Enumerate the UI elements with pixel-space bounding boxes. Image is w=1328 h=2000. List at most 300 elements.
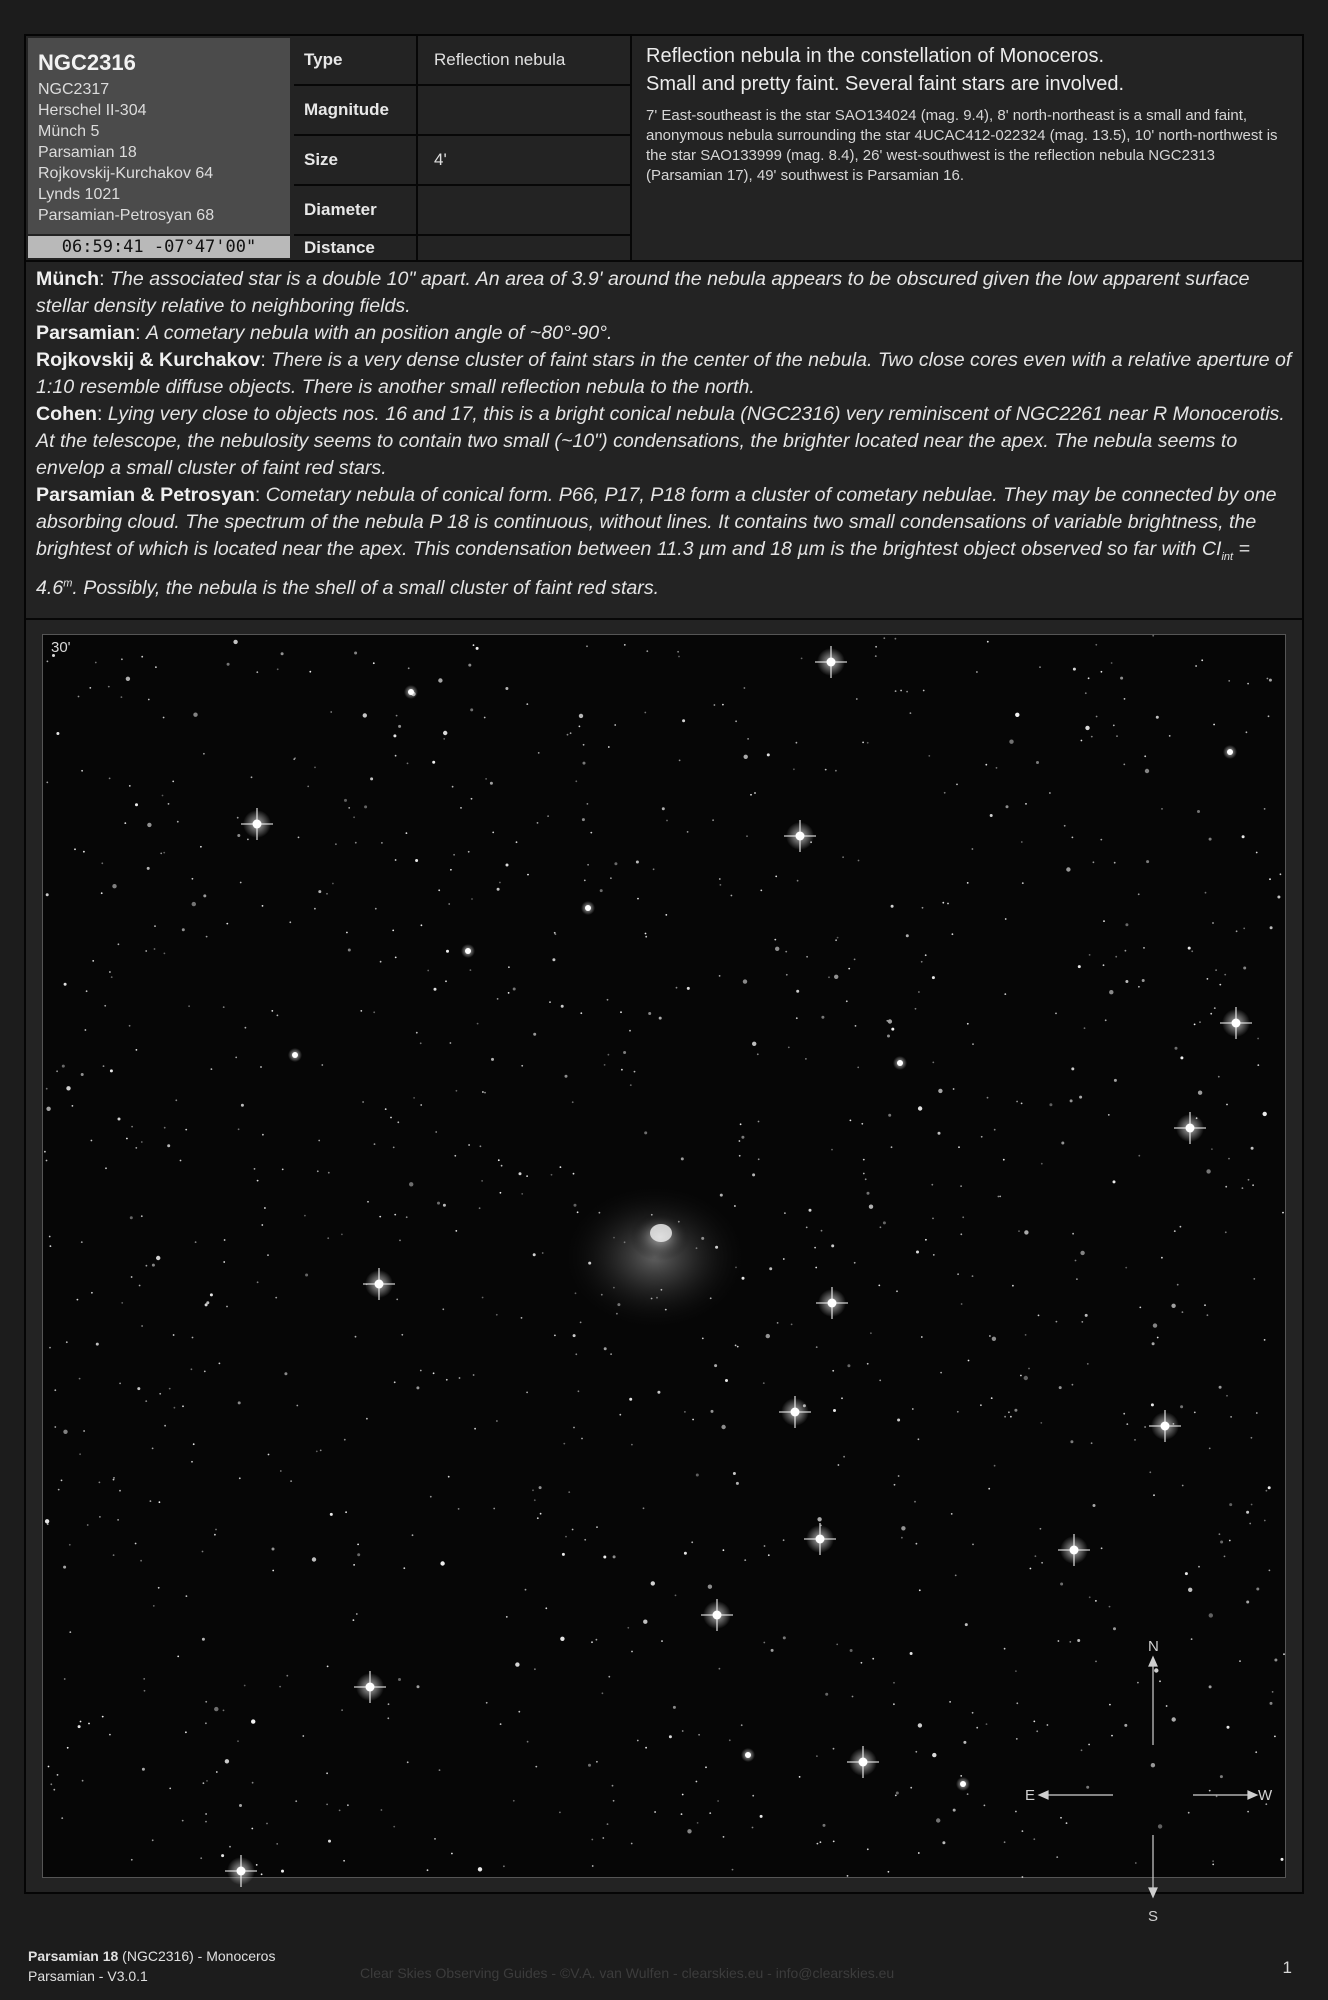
star [669,1735,672,1738]
star [578,1390,580,1392]
star [347,1804,349,1806]
star [720,1194,723,1197]
star [847,1364,850,1367]
star [244,1685,246,1687]
star [289,921,291,923]
star [575,1353,577,1355]
star [891,1028,894,1031]
star [981,1136,983,1138]
star [1055,1013,1057,1015]
star [709,1812,711,1814]
star [1219,1386,1222,1389]
star [631,1843,633,1845]
star [750,794,752,796]
star [614,724,616,726]
star [586,645,588,647]
star [162,795,164,797]
star [326,1772,328,1774]
star [653,868,655,870]
star [1229,1503,1232,1506]
note-text: The associated star is a double 10" apart. An area of 3.9' around the nebula appears to be obscured given the low apparent surface stellar density relative to neighboring fields. [36,268,1250,317]
star [1246,1511,1249,1514]
star [752,1173,755,1176]
note-author: Cohen [36,403,97,425]
star [682,719,685,722]
star [50,1245,52,1247]
star [624,644,626,646]
star [1255,1751,1257,1753]
star [1072,837,1074,839]
star [696,1474,699,1477]
star [1125,980,1128,983]
size-label: Size [294,136,418,184]
star [1246,1601,1249,1604]
star [473,1374,475,1376]
star [215,1529,217,1531]
star [737,1346,739,1348]
star [500,1723,502,1725]
star [348,949,351,952]
star [203,753,205,755]
star [1251,1437,1253,1439]
star [158,1587,160,1589]
star [746,835,748,837]
star [1207,978,1209,980]
star [354,652,357,655]
star [1188,1588,1192,1592]
star [453,854,455,856]
star [932,1753,936,1757]
star [105,1167,107,1169]
star [435,1131,437,1133]
star [420,1104,422,1106]
star [1180,1405,1183,1408]
star [77,1299,79,1301]
star [648,1012,651,1015]
star [47,661,49,663]
star [117,1519,119,1521]
star [604,1064,606,1066]
star [141,1215,143,1217]
star [1194,1412,1196,1414]
star [155,666,157,668]
star [867,742,869,744]
star [214,1534,216,1536]
star [398,725,401,728]
star [110,1069,113,1072]
star [326,893,328,895]
star [78,1725,81,1728]
star [1195,665,1197,667]
star [148,699,150,701]
star [1095,1600,1097,1602]
alias-item: Lynds 1021 [38,186,121,203]
star [121,1302,123,1304]
star [1072,1384,1074,1386]
star [610,1353,612,1355]
star [875,646,877,648]
star [167,1144,170,1147]
star [1219,984,1221,986]
star [1101,1547,1103,1549]
star [482,1091,484,1093]
star [731,895,733,897]
star [83,851,85,853]
star [821,1230,823,1232]
star [865,1178,867,1180]
star [341,1709,343,1711]
star [396,715,398,717]
star [126,1138,128,1140]
star [237,1740,239,1742]
star [257,1281,259,1283]
star [164,953,166,955]
star [332,883,334,885]
star [629,1030,631,1032]
star [1004,1416,1006,1418]
star [1072,1233,1074,1235]
star [580,1322,582,1324]
note-author: Rojkovskij & Kurchakov [36,349,261,371]
star [916,1251,919,1254]
star [631,1444,633,1446]
star [413,1097,415,1099]
star [841,1397,843,1399]
star [1025,803,1027,805]
star [470,969,472,971]
star [732,1869,734,1871]
note-rojkovskij: Rojkovskij & Kurchakov: There is a very dense cluster of faint stars in the center of the nebula. Two close cores even with a relative aperture of 1:10 resemble diffuse objects. There is another small reflection nebula to the north. [36,349,1292,398]
star [150,1500,152,1502]
star [901,1526,905,1530]
star [933,1254,935,1256]
star [406,832,408,834]
star [169,1388,171,1390]
star [227,663,230,666]
star [252,1782,254,1784]
star [108,686,110,688]
star [1153,1323,1157,1327]
star [816,1755,818,1757]
star [596,1639,598,1641]
star [277,668,279,670]
star [1142,979,1145,982]
star [1085,726,1089,730]
star [644,1131,647,1134]
star [381,1809,383,1811]
star [739,1155,741,1157]
star [471,898,473,900]
star [239,1804,242,1807]
star [998,1196,1000,1198]
star [1212,1864,1214,1866]
star [744,687,746,689]
star [681,1157,684,1160]
star [944,792,946,794]
star [922,907,924,909]
star [967,1793,969,1795]
star [1230,1416,1232,1418]
star [537,1517,539,1519]
star [965,1623,968,1626]
star [1228,680,1230,682]
star [387,1717,389,1719]
star [46,893,49,896]
star [89,687,91,689]
star [506,1616,508,1618]
star [696,1781,698,1783]
star [159,1501,161,1503]
star [1270,1702,1273,1705]
footer-credit: Clear Skies Observing Guides - ©V.A. van Wulfen - clearskies.eu - info@clearskies.eu [360,1965,895,1981]
star [344,1439,346,1441]
star [1056,1321,1058,1323]
star [722,704,724,706]
star [895,638,897,640]
star [1248,1179,1250,1181]
star [446,950,449,953]
alias-item: Rojkovskij-Kurchakov 64 [38,165,214,182]
star [1022,882,1024,884]
star [972,1712,974,1714]
star [681,1813,683,1815]
star [135,803,138,806]
star [1177,1284,1179,1286]
star [118,943,120,945]
star [1152,635,1154,637]
star [1020,1375,1022,1377]
star [643,1507,645,1509]
star [256,671,258,673]
star [777,1322,779,1324]
star [1066,867,1070,871]
star [345,1511,347,1513]
star [521,1317,523,1319]
star [439,1769,441,1771]
star [1191,950,1193,952]
star [914,1501,916,1503]
star [565,1536,567,1538]
star [473,644,475,646]
star [262,905,264,907]
star [526,1175,528,1177]
star [825,1693,828,1696]
star [783,1258,785,1260]
star [533,1253,536,1256]
star [64,1678,66,1680]
star [499,882,501,884]
star [592,1865,594,1867]
note-text-part: Cometary nebula of conical form. P66, P17, P18 form a cluster of cometary nebulae. They may be connected by one absorbing cloud. The spectrum of the nebula P 18 is continuous, without lines. It contains two small condensations of variable brightness, the brightest of which is located near the apex. This condensation between 11.3 µm and 18 µm is the brightest object observed so far with CI [36,484,1277,560]
star [1071,1067,1074,1070]
star [79,1453,81,1455]
star [486,1702,488,1704]
star [182,928,185,931]
star [399,1240,401,1242]
star [344,799,347,802]
star [380,961,382,963]
star [552,958,555,961]
star [573,1427,575,1429]
star [1209,1685,1212,1688]
star [82,1780,84,1782]
star [156,1256,160,1260]
star [62,1065,65,1068]
star [999,1196,1001,1198]
star [54,1426,56,1428]
star [482,1297,484,1299]
footer-title-bold: Parsamian 18 [28,1948,119,1964]
star [205,1813,207,1815]
star [493,1508,495,1510]
star [203,894,206,897]
star [326,1804,328,1806]
star [684,1552,687,1555]
star [131,1126,133,1128]
star [66,1086,70,1090]
alias-item: NGC2317 [38,81,110,98]
star [416,1032,418,1034]
star [1008,1411,1010,1413]
star [676,987,678,989]
star [143,1678,145,1680]
star [142,1768,145,1771]
star [1149,1471,1151,1473]
star [1096,716,1098,718]
star [1269,679,1272,682]
star [144,1690,146,1692]
star [823,1824,826,1827]
star [366,1418,368,1420]
note-munch: Münch: The associated star is a double 10" apart. An area of 3.9' around the nebula appears to be obscured given the low apparent surface stellar density relative to neighboring fields. [36,268,1250,317]
star [1028,1368,1030,1370]
star [1264,1339,1266,1341]
star [206,936,208,938]
star [185,1731,187,1733]
star [501,1165,503,1167]
star [932,976,935,979]
description [636,36,1300,260]
star [210,1293,213,1296]
star [723,1836,725,1838]
star [357,1553,360,1556]
star [1282,1212,1284,1214]
star [174,1407,176,1409]
star [367,1201,369,1203]
star [113,1554,115,1556]
star [1209,838,1212,841]
star [806,956,808,958]
compass-e: E [1025,1787,1036,1804]
star [953,1809,956,1812]
star [1264,1520,1266,1522]
bright-star [745,1752,751,1758]
star [137,1387,140,1390]
star [1080,1251,1084,1255]
star [620,1011,622,1013]
star [1280,873,1282,875]
star [1010,1416,1012,1418]
star [1015,1670,1017,1672]
star [1041,1562,1043,1564]
star [468,664,471,667]
star [1174,1230,1176,1232]
star [623,1051,626,1054]
star [758,1158,760,1160]
star [603,1556,606,1559]
star [121,658,123,660]
star [846,1000,848,1002]
star [1242,1187,1244,1189]
star [1144,1426,1146,1428]
star [968,1360,970,1362]
star [394,1381,396,1383]
star [468,851,470,853]
star [205,1722,207,1724]
star [272,1548,275,1551]
star [754,792,756,794]
star [1033,1721,1035,1723]
star [109,971,111,973]
star [1246,731,1248,733]
star [224,1239,226,1241]
star [1191,1638,1193,1640]
star [63,1430,67,1434]
star [262,1134,264,1136]
star [1210,1013,1212,1015]
star [574,1204,577,1207]
star [831,1149,833,1151]
star [152,1448,154,1450]
star [1108,1114,1110,1116]
compass-s: S [1148,1908,1159,1925]
footer-subtitle: Parsamian - V3.0.1 [28,1968,148,1984]
star [900,690,902,692]
star [679,760,681,762]
star [545,1607,547,1609]
star [583,762,586,765]
type-label: Type [294,36,418,84]
star [61,1817,63,1819]
star [1058,1640,1060,1642]
star [454,1155,456,1157]
star [739,1140,741,1142]
star [353,816,355,818]
star [49,1347,51,1349]
star [784,1212,786,1214]
star [872,1658,874,1660]
star [962,1216,964,1218]
star [763,1642,765,1644]
star [1049,1103,1052,1106]
star [837,937,839,939]
star [1077,1639,1080,1642]
star [140,1560,142,1562]
star [925,954,927,956]
star [398,1678,401,1681]
star [952,933,954,935]
star [561,1005,564,1008]
star [1113,725,1115,727]
star [1109,1606,1111,1608]
star [1006,805,1009,808]
star [309,671,311,673]
star [608,746,610,748]
star [987,1097,989,1099]
star [743,979,747,983]
star [1188,1812,1190,1814]
star [1088,677,1090,679]
